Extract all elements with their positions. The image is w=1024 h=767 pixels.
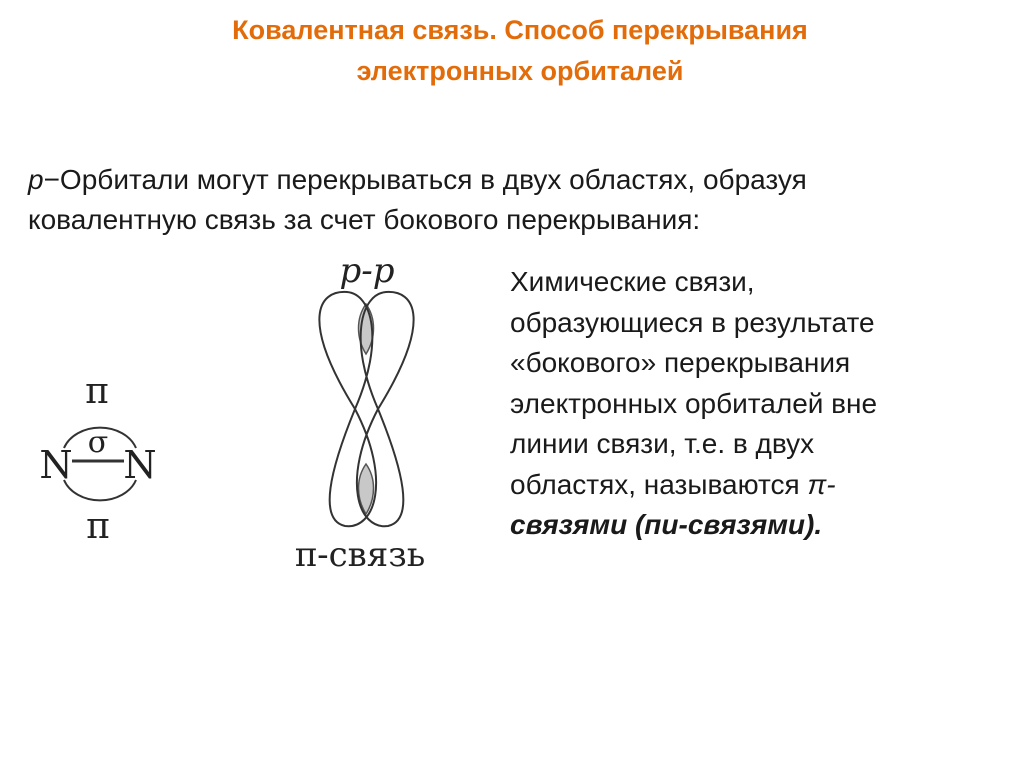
title-line-1: Ковалентная связь. Способ перекрывания <box>232 15 808 45</box>
intro-line-2: ковалентную связь за счет бокового перекрывания: <box>28 204 701 235</box>
definition-line-1: Химические связи, <box>510 266 755 297</box>
pi-bond-caption: π-связь <box>294 535 426 575</box>
definition-line-5: линии связи, т.е. в двух <box>510 428 815 459</box>
pi-top-label: π <box>85 371 109 412</box>
nitrogen-atom-right: N <box>123 443 157 487</box>
pi-bottom-label: π <box>86 506 110 547</box>
definition-line-4: электронных орбиталей вне <box>510 387 878 419</box>
definition-line-3: «бокового» перекрывания <box>510 347 851 378</box>
sigma-label: σ <box>87 425 109 460</box>
definition-line-2: образующиеся в результате <box>510 306 875 338</box>
intro-p-letter: p <box>28 164 44 195</box>
definition-period: . <box>814 509 823 540</box>
p-orbital-overlap-diagram <box>295 251 426 575</box>
intro-line-1-text: −Орбитали могут перекрываться в двух областях, образуя <box>43 164 807 195</box>
definition-line-6-text: областях, называются <box>510 468 808 500</box>
n2-bond-diagram <box>39 371 156 547</box>
definition-pi-symbol: π- <box>807 468 836 500</box>
definition-pi-bonds-term: связями (пи-связями) <box>510 509 815 540</box>
p-p-label: p-p <box>339 251 395 291</box>
nitrogen-atom-left: N <box>39 443 73 487</box>
title-line-2: электронных орбиталей <box>356 56 684 86</box>
